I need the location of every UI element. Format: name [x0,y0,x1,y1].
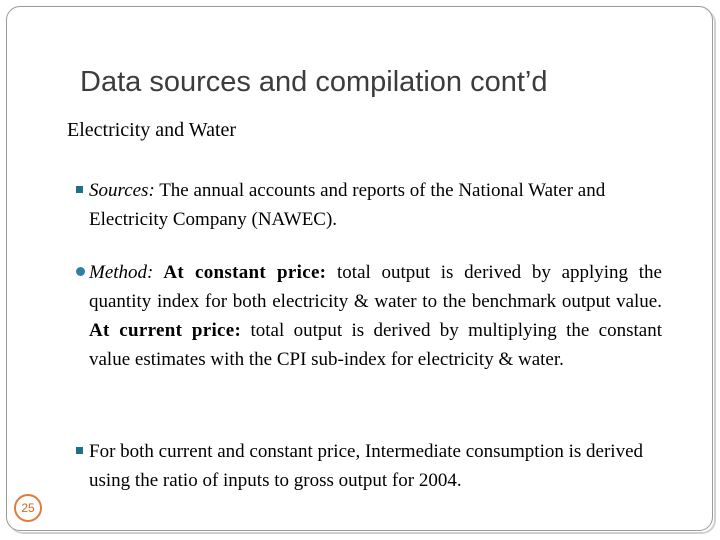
current-price-label: At current price: [89,320,242,341]
circle-bullet-icon [76,258,88,287]
bullet-intermediate-consumption [76,437,662,495]
bullet-intermediate-text: For both current and constant price, Intermediate consumption is derived using the ratio of inputs to gross output for 2004. [89,441,644,491]
sources-label: Sources: [89,180,155,201]
bullet-method-text [89,258,662,374]
bullet-sources [76,176,662,234]
constant-price-body: total output is derived by applying the quantity index for both electricity & water to the benchmark output value. [89,262,662,312]
constant-price-label: At constant price: [153,262,327,283]
method-label: Method: [89,262,154,283]
bullet-sources-text [89,176,662,234]
section-heading: Electricity and Water [67,119,237,141]
page-number-badge: 25 [14,494,42,522]
current-price-body: total output is derived by multiplying the constant value estimates with the CPI sub-index for electricity & water. [89,320,662,370]
bullet-method [76,258,662,374]
sources-body: The annual accounts and reports of the National Water and Electricity Company (NAWEC). [89,180,606,230]
slide-title: Data sources and compilation cont’d [80,66,548,98]
square-bullet-icon [76,437,88,466]
square-bullet-icon [76,176,88,205]
